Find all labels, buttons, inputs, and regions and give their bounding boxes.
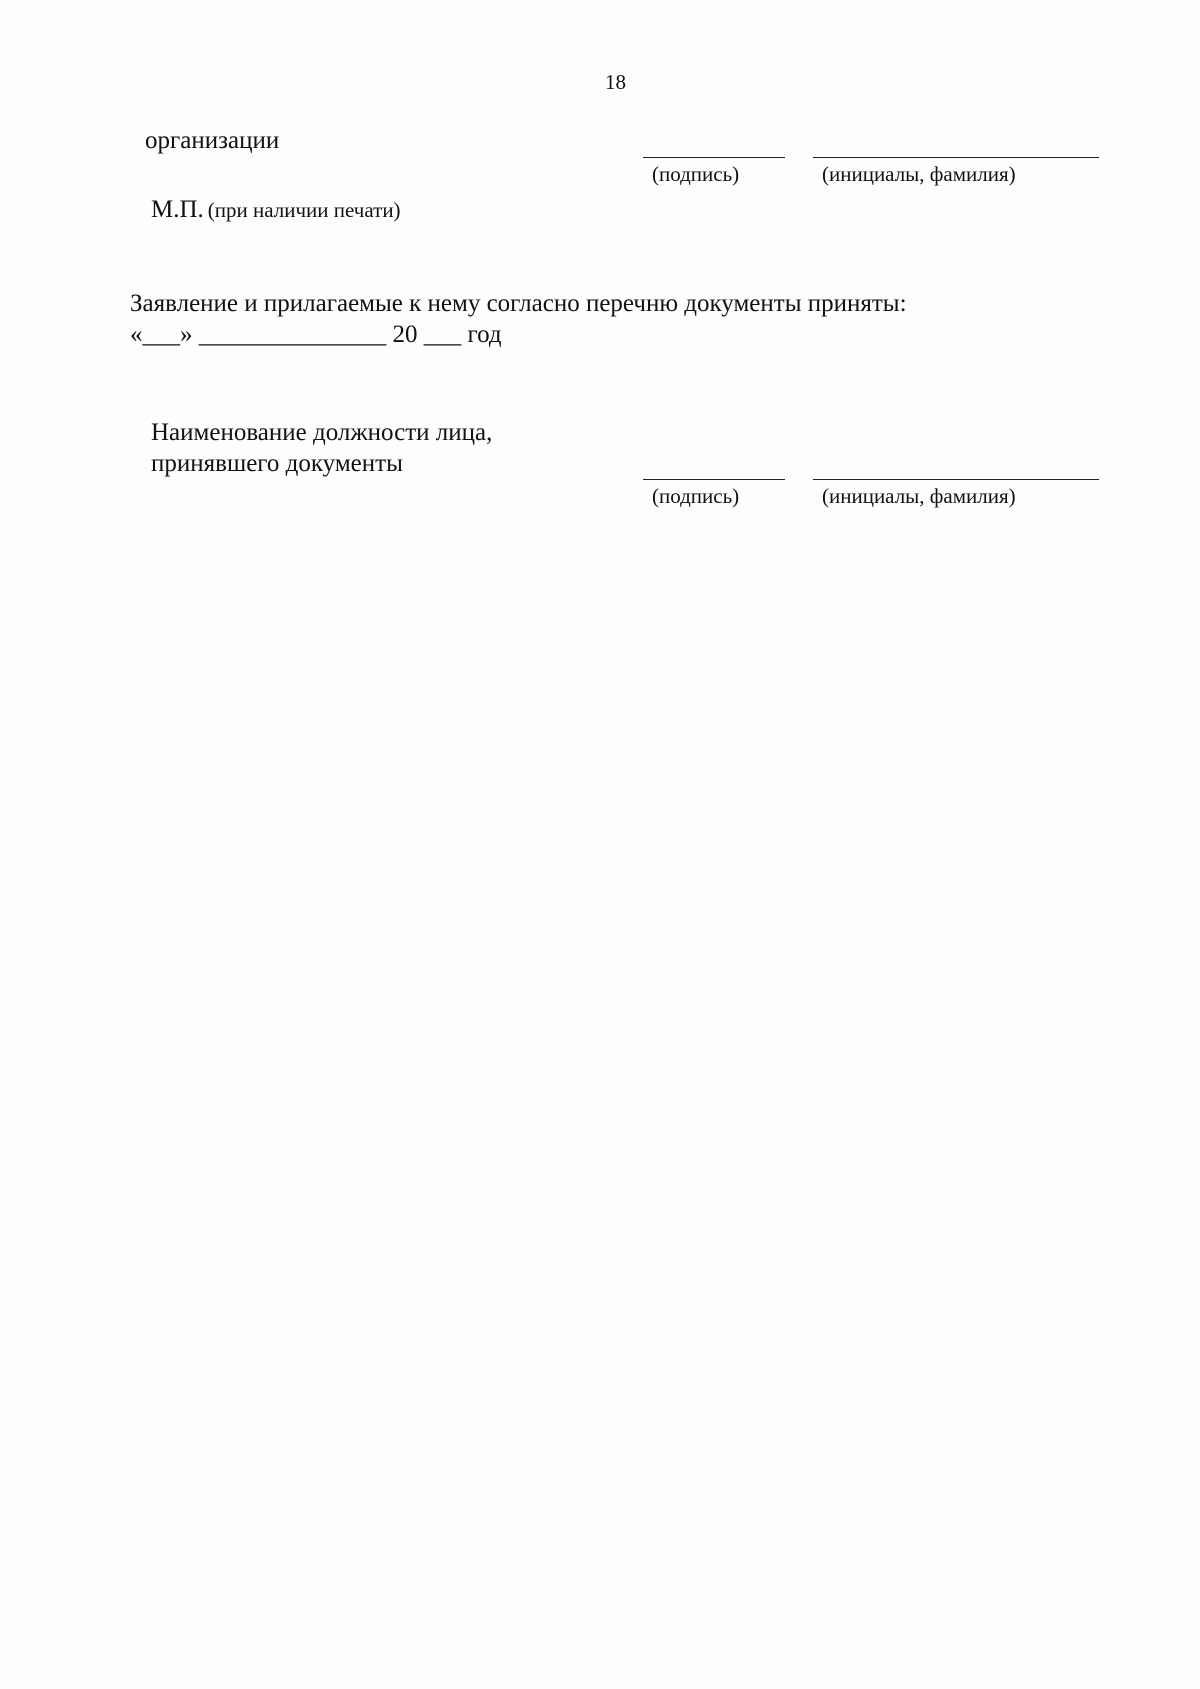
stamp-label: М.П. [151,196,204,223]
signature-caption-2: (подпись) [652,484,740,508]
name-caption-2: (инициалы, фамилия) [822,484,1016,508]
name-line-2 [813,479,1099,480]
officer-position-label-line1: Наименование должности лица, [151,419,493,446]
name-line-1 [813,157,1099,158]
signature-line-2 [643,479,785,480]
officer-position-label-line2: принявшего документы [151,450,403,477]
acceptance-date-line: «___» _______________ 20 ___ год [130,321,502,348]
page-number: 18 [605,70,626,94]
signature-caption-1: (подпись) [652,162,740,186]
name-caption-1: (инициалы, фамилия) [822,162,1016,186]
acceptance-statement: Заявление и прилагаемые к нему согласно перечню документы приняты: [130,290,907,317]
stamp-placeholder [151,196,401,224]
organization-label: организации [145,127,280,154]
signature-line-1 [643,157,785,158]
stamp-note: (при наличии печати) [207,198,401,222]
